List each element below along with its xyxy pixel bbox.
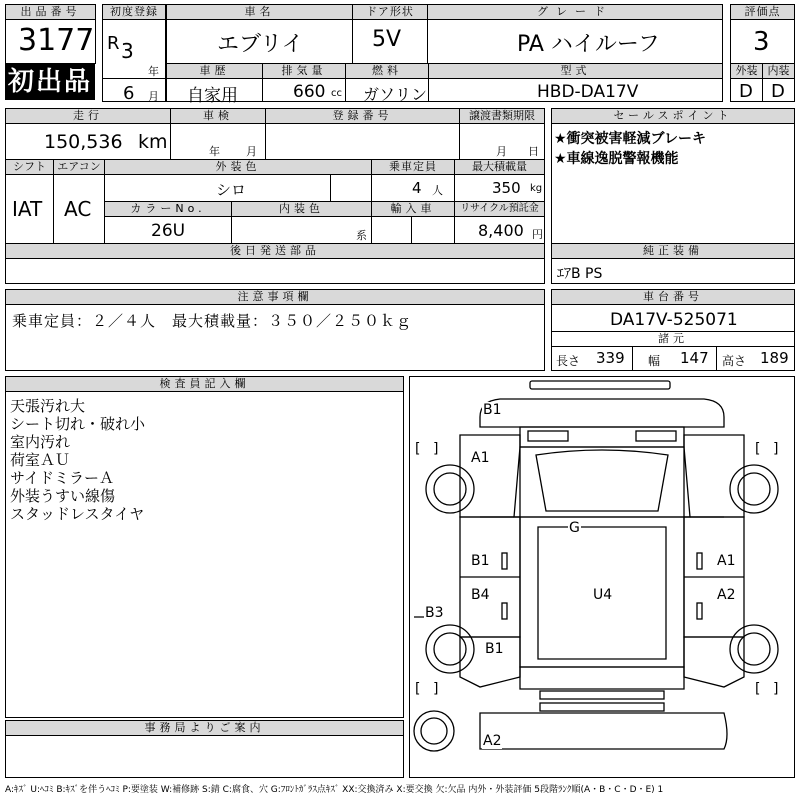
load: 350 <box>492 179 521 197</box>
load-label: 最大積載量 <box>455 160 544 175</box>
shift-label: シフト <box>6 160 53 175</box>
color: シロ <box>216 181 247 199</box>
damage-diagram-box <box>409 376 795 778</box>
mark-interior-floor: U4 <box>593 587 613 603</box>
bracket-lower-left-open: [ <box>415 681 421 697</box>
transfer-label: 譲渡書類期限 <box>460 109 544 124</box>
mark-left-rear-panel: B3 <box>425 605 444 621</box>
interior-color-label: 内装色 <box>232 202 371 217</box>
bracket-lower-right-open: [ <box>755 681 761 697</box>
shift: IAT <box>12 197 43 221</box>
main-header-box <box>166 4 723 106</box>
history-label: 車歴 <box>167 64 262 79</box>
lot-box <box>5 4 96 64</box>
color-no-label: カラーNo. <box>105 202 231 217</box>
capacity-label: 乗車定員 <box>372 160 454 175</box>
transfer-month-unit: 月 <box>496 145 507 158</box>
color-no: 26U <box>151 221 186 241</box>
grade: PA ハイルーフ <box>517 32 660 57</box>
chassis-box <box>551 289 795 371</box>
plate-label: 登録番号 <box>266 109 459 124</box>
score-box <box>730 4 795 102</box>
displacement: 660 <box>293 82 326 102</box>
recycle-label: リサイクル預託金 <box>455 202 544 217</box>
inspector-note: 天張汚れ大 <box>10 397 86 415</box>
notes-text: 乗車定員：２／４人 最大積載量：３５０／２５０ｋｇ <box>12 312 413 330</box>
first-registration-box <box>102 4 166 102</box>
month-unit: 月 <box>148 90 159 103</box>
length-label: 長さ <box>556 354 581 368</box>
inspector-box <box>5 376 404 718</box>
bracket-lower-right-close: ] <box>773 681 779 697</box>
score-label: 評価点 <box>731 5 794 20</box>
office-box <box>5 720 404 778</box>
notes-label: 注意事項欄 <box>6 290 544 305</box>
later-parts-label: 後日発送部品 <box>6 244 544 259</box>
grade-label: グレード <box>428 5 722 20</box>
inspector-note: 室内汚れ <box>10 433 71 451</box>
mark-right-rear-door: A2 <box>717 587 736 603</box>
sales-point-box <box>551 108 795 284</box>
fuel-label: 燃料 <box>346 64 428 79</box>
office-label: 事務局よりご案内 <box>6 721 403 736</box>
mark-roof: G <box>569 520 580 536</box>
mark-left-front-door: B1 <box>471 553 490 569</box>
doors-label: ドア形状 <box>353 5 427 20</box>
reg-month: 6 <box>123 83 135 104</box>
exterior-grade: D <box>739 81 753 102</box>
standard-equipment-label: 純正装備 <box>552 244 794 259</box>
interior-color-unit: 系 <box>356 229 367 242</box>
first-registration-label: 初度登録 <box>103 5 165 20</box>
reg-year: 3 <box>121 39 134 63</box>
lot-label: 出品番号 <box>6 5 95 20</box>
color-label: 外装色 <box>105 160 371 175</box>
reg-era: R <box>107 33 120 54</box>
chassis-label: 車台番号 <box>552 290 794 305</box>
model: HBD-DA17V <box>537 82 639 102</box>
height: 189 <box>760 349 789 367</box>
inspector-label: 検査員記入欄 <box>6 377 403 392</box>
mileage: 150,536 <box>44 131 123 153</box>
inspector-note: サイドミラーＡ <box>10 469 114 487</box>
inspector-note: 荷室ＡＵ <box>10 451 71 469</box>
ac-label: エアコン <box>54 160 104 175</box>
car-name: エブリイ <box>217 32 304 57</box>
exterior-label: 外装 <box>731 64 762 79</box>
capacity-unit: 人 <box>432 184 443 197</box>
bracket-left-close: ] <box>433 441 439 457</box>
mark-left-rear-fender: B1 <box>485 641 504 657</box>
year-unit: 年 <box>148 65 159 78</box>
fuel: ガソリン <box>363 85 428 104</box>
sales-point-item: ★衝突被害軽減ブレーキ <box>554 131 706 147</box>
chassis-number: DA17V-525071 <box>610 310 738 330</box>
car-name-label: 車名 <box>167 5 352 20</box>
inspector-note: 外装うすい線傷 <box>10 487 116 505</box>
mark-rear-bumper: A2 <box>483 733 502 749</box>
ac: AC <box>64 197 92 221</box>
score: 3 <box>753 27 770 57</box>
model-label: 型式 <box>429 64 722 79</box>
inspector-note: シート切れ・破れ小 <box>10 415 146 433</box>
length: 339 <box>596 349 625 367</box>
car-outline-diagram <box>410 377 794 777</box>
displacement-label: 排気量 <box>263 64 345 79</box>
height-label: 高さ <box>722 354 747 368</box>
notes-box <box>5 289 545 371</box>
inspection-month-unit: 月 <box>246 145 257 158</box>
transfer-day-unit: 日 <box>528 145 539 158</box>
recycle: 8,400 <box>478 221 524 240</box>
inspection-year-unit: 年 <box>209 145 220 158</box>
dims-label: 諸元 <box>552 332 794 347</box>
bracket-left-open: [ <box>415 441 421 457</box>
mark-left-rear-door: B4 <box>471 587 490 603</box>
standard-equipment: ｴｱB PS <box>557 266 603 282</box>
interior-label: 内装 <box>763 64 794 79</box>
bracket-right-close: ] <box>773 441 779 457</box>
sales-point-list <box>554 129 706 169</box>
mark-left-front-fender: A1 <box>471 450 490 466</box>
doors: 5V <box>372 27 402 52</box>
details-box <box>5 108 545 284</box>
width-label: 幅 <box>648 354 661 368</box>
interior-grade: D <box>771 81 785 102</box>
damage-legend: A:ｷｽﾞ U:ﾍｺﾐ B:ｷｽﾞを伴うﾍｺﾐ P:要塗装 W:補修跡 S:錆 C:腐食、穴 G:ﾌﾛﾝﾄｶﾞﾗｽ点ｷｽﾞ XX:交換済み X:要交換 欠:欠品 内外・外装評価 5段階ﾗﾝｸ順(A・B・C・D・E) 1 <box>5 785 664 795</box>
history: 自家用 <box>187 86 238 106</box>
mark-front-bumper: B1 <box>483 402 502 418</box>
mileage-label: 走行 <box>6 109 170 124</box>
recycle-unit: 円 <box>532 228 543 241</box>
displacement-unit: cc <box>331 88 342 99</box>
inspection-label: 車検 <box>171 109 265 124</box>
lot-number: 3177 <box>18 23 95 58</box>
inspector-notes-list <box>10 397 145 523</box>
width: 147 <box>680 349 709 367</box>
bracket-lower-left-close: ] <box>433 681 439 697</box>
inspector-note: スタッドレスタイヤ <box>10 505 145 523</box>
capacity: 4 <box>412 179 422 197</box>
sales-point-label: セールスポイント <box>552 109 794 124</box>
first-listing-badge: 初出品 <box>5 64 95 100</box>
bracket-right-open: [ <box>755 441 761 457</box>
import-label: 輸入車 <box>372 202 454 217</box>
mark-right-front-door: A1 <box>717 553 736 569</box>
mileage-unit: km <box>138 131 168 153</box>
sales-point-item: ★車線逸脱警報機能 <box>554 151 679 167</box>
load-unit: kg <box>530 183 543 194</box>
